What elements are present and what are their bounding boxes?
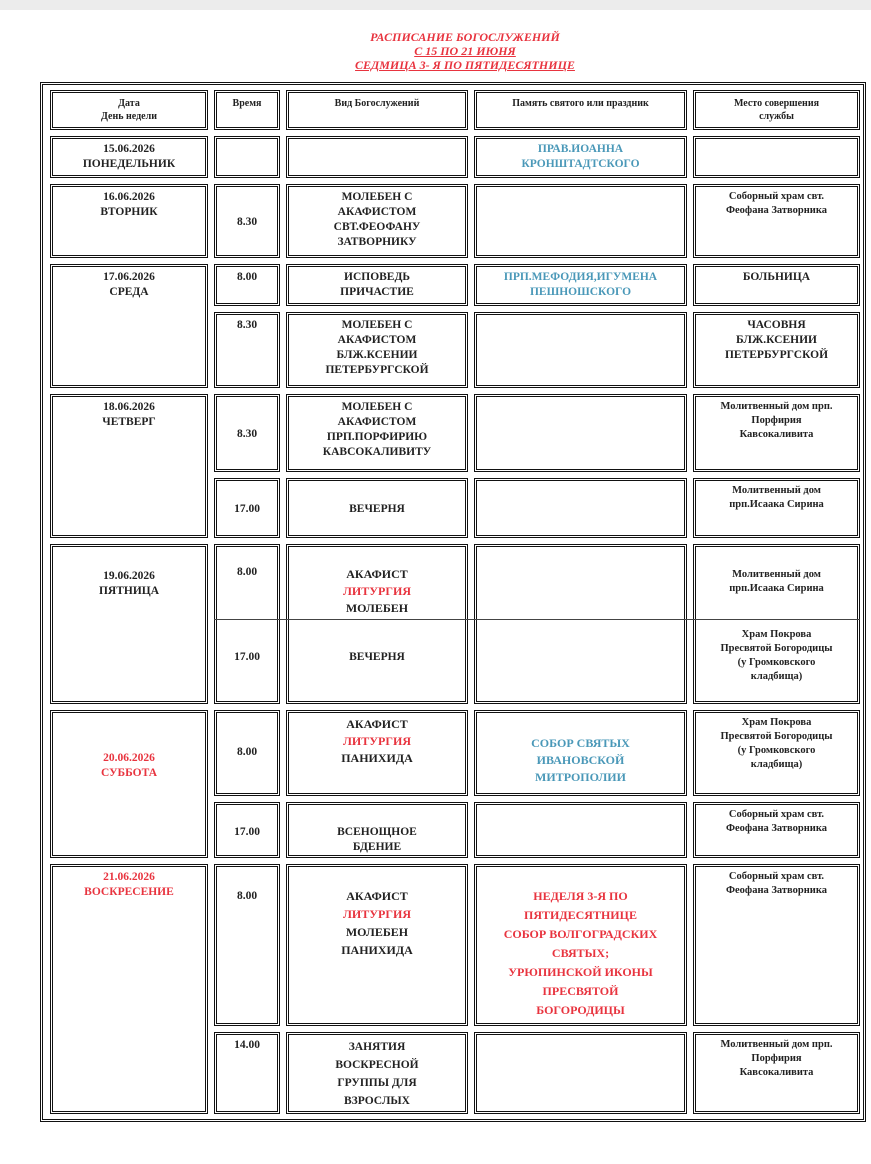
wed-r1-place-text: БОЛЬНИЦА	[742, 271, 811, 283]
tue-time-text: 8.30	[236, 216, 258, 228]
header-date-l1: Дата	[118, 98, 140, 109]
thu-r2-place	[693, 478, 860, 538]
title-line-3: СЕДМИЦА 3- Я ПО ПЯТИДЕСЯТНИЦЕ	[355, 58, 575, 72]
header-place	[693, 90, 860, 130]
sat-r1-service-c: ПАНИХИДА	[341, 751, 413, 765]
tue-service-l4: ЗАТВОРНИКУ	[337, 236, 417, 248]
sat-date	[50, 710, 208, 858]
header-place-l1: Место совершения	[734, 98, 819, 109]
fri-r1-place-l2: прп.Исаака Сирина	[729, 583, 824, 594]
fri-r2-time-text: 17.00	[234, 651, 260, 663]
sat-r2-service-l2: БДЕНИЕ	[352, 841, 402, 853]
mon-time	[214, 136, 280, 178]
tue-service-l2: АКАФИСТОМ	[337, 206, 417, 218]
sat-r2-service-l1: ВСЕНОЩНОЕ	[337, 826, 417, 838]
tue-time	[214, 184, 280, 258]
sun-r2-time-text: 14.00	[234, 1039, 260, 1051]
thu-r2-place-l1: Молитвенный дом	[732, 485, 821, 496]
mon-memory-l1: ПРАВ.ИОАННА	[537, 143, 624, 155]
fri-r1-service-c: МОЛЕБЕН	[345, 601, 409, 615]
sat-r2-place-l2: Феофана Затворника	[726, 823, 827, 834]
sun-r1-service-b: ЛИТУРГИЯ	[342, 907, 412, 921]
fri-row-separator	[214, 619, 860, 620]
tue-place-l2: Феофана Затворника	[726, 205, 827, 216]
title-line-1: РАСПИСАНИЕ БОГОСЛУЖЕНИЙ	[370, 30, 560, 44]
thu-weekday: ЧЕТВЕРГ	[102, 416, 156, 428]
sun-r1-time-text: 8.00	[236, 890, 258, 902]
sat-r2-time-text: 17.00	[234, 826, 260, 838]
title-line-2: С 15 ПО 21 ИЮНЯ	[414, 44, 516, 58]
sat-r1-place-l1: Храм Покрова	[741, 717, 812, 728]
wed-memory	[474, 264, 687, 306]
thu-r1-service-l1: МОЛЕБЕН С	[341, 401, 413, 413]
fri-date-text: 19.06.2026	[103, 570, 155, 582]
wed-r2-place-l2: БЛЖ.КСЕНИИ	[736, 334, 817, 346]
thu-r1-time	[214, 394, 280, 472]
mon-place	[693, 136, 860, 178]
fri-r1-time-text: 8.00	[236, 566, 258, 578]
sun-r1-time	[214, 864, 280, 1026]
sun-r2-service-l4: ВЗРОСЛЫХ	[344, 1095, 410, 1107]
fri-r2-service-text: ВЕЧЕРНЯ	[349, 651, 405, 663]
sun-r2-service-l3: ГРУППЫ ДЛЯ	[337, 1077, 417, 1089]
thu-r2-memory	[474, 478, 687, 538]
thu-r2-service	[286, 478, 468, 538]
sat-memory-l1: СОБОР СВЯТЫХ	[531, 736, 630, 750]
thu-r2-service-text: ВЕЧЕРНЯ	[349, 503, 405, 515]
wed-memory-l2: ПЕШНОШСКОГО	[529, 286, 632, 298]
fri-r1-place	[693, 568, 860, 596]
tue-place-l1: Соборный храм свт.	[728, 191, 825, 202]
sat-weekday: СУББОТА	[100, 766, 158, 779]
sun-memory-l3: СОБОР ВОЛГОГРАДСКИХ	[503, 927, 658, 941]
header-memory-text: Память святого или праздник	[512, 98, 649, 109]
sun-weekday: ВОСКРЕСЕНИЕ	[84, 886, 174, 898]
tue-date-text: 16.06.2026	[103, 191, 155, 203]
fri-r2-place-l2: Пресвятой Богородицы	[720, 643, 833, 654]
wed-r2-service	[286, 312, 468, 388]
wed-r2-place-l1: ЧАСОВНЯ	[747, 319, 806, 331]
wed-r1-place	[693, 264, 860, 306]
sat-r1-time	[214, 710, 280, 796]
sat-r1-place-l3: (у Громковского	[737, 745, 816, 756]
sat-r1-place-l4: кладбища)	[750, 759, 803, 770]
fri-r2-place	[693, 628, 860, 684]
sat-r2-memory	[474, 802, 687, 858]
wed-r2-time	[214, 312, 280, 388]
sun-r2-place-l2: Порфирия	[751, 1053, 802, 1064]
sun-memory-l4: СВЯТЫХ;	[551, 946, 610, 960]
header-time-text: Время	[232, 98, 262, 109]
sat-r2-service	[286, 802, 468, 858]
thu-r1-place-l3: Кавсокаливита	[739, 429, 814, 440]
fri-r2-time	[214, 651, 280, 663]
thu-r1-place	[693, 394, 860, 472]
thu-r1-service	[286, 394, 468, 472]
schedule-title	[300, 30, 630, 72]
thu-date	[50, 394, 208, 538]
sun-r2-place	[693, 1032, 860, 1114]
sun-r2-time	[214, 1032, 280, 1114]
wed-r1-time	[214, 264, 280, 306]
header-service	[286, 90, 468, 130]
sat-memory-l3: МИТРОПОЛИИ	[535, 770, 626, 784]
thu-date-text: 18.06.2026	[103, 401, 155, 413]
sun-r2-place-l1: Молитвенный дом прп.	[720, 1039, 833, 1050]
header-service-text: Вид Богослужений	[334, 98, 420, 109]
sun-memory-l6: ПРЕСВЯТОЙ	[542, 984, 619, 998]
sat-date-text: 20.06.2026	[103, 751, 155, 764]
wed-r2-place-l3: ПЕТЕРБУРГСКОЙ	[724, 349, 829, 361]
mon-date	[50, 136, 208, 178]
sat-r1-service-a: АКАФИСТ	[346, 717, 408, 731]
sun-memory	[474, 864, 687, 1026]
mon-service	[286, 136, 468, 178]
sun-r1-place-l2: Феофана Затворника	[726, 885, 827, 896]
fri-r1-time	[214, 566, 280, 578]
wed-r2-memory	[474, 312, 687, 388]
tue-service-l3: СВТ.ФЕОФАНУ	[333, 221, 421, 233]
sun-r2-service-l1: ЗАНЯТИЯ	[348, 1041, 406, 1053]
wed-date	[50, 264, 208, 388]
sat-memory	[474, 710, 687, 796]
sat-r2-place	[693, 802, 860, 858]
fri-r2-place-l4: кладбища)	[750, 671, 803, 682]
thu-r2-place-l2: прп.Исаака Сирина	[729, 499, 824, 510]
tue-service-l1: МОЛЕБЕН С	[341, 191, 413, 203]
sun-r2-service	[286, 1032, 468, 1114]
tue-service	[286, 184, 468, 258]
header-memory	[474, 90, 687, 130]
thu-r1-memory	[474, 394, 687, 472]
wed-r2-time-text: 8.30	[236, 319, 258, 331]
sat-r1-time-text: 8.00	[236, 746, 258, 758]
thu-r1-service-l4: КАВСОКАЛИВИТУ	[322, 446, 432, 458]
sun-memory-l5: УРЮПИНСКОЙ ИКОНЫ	[508, 965, 653, 979]
thu-r1-place-l1: Молитвенный дом прп.	[720, 401, 833, 412]
fri-r1-service	[286, 566, 468, 617]
thu-r1-service-l3: ПРП.ПОРФИРИЮ	[326, 431, 428, 443]
sun-date	[50, 864, 208, 1114]
wed-weekday: СРЕДА	[109, 286, 149, 298]
wed-r2-service-l1: МОЛЕБЕН С	[341, 319, 413, 331]
wed-r1-service-l2: ПРИЧАСТИЕ	[340, 286, 414, 298]
fri-r2-place-l3: (у Громковского	[737, 657, 816, 668]
sun-r1-service	[286, 864, 468, 1026]
sun-r1-service-c: МОЛЕБЕН	[345, 925, 409, 939]
tue-weekday: ВТОРНИК	[100, 206, 158, 218]
tue-memory	[474, 184, 687, 258]
wed-r1-time-text: 8.00	[236, 271, 258, 283]
wed-r1-service	[286, 264, 468, 306]
header-date-l2: День недели	[101, 111, 157, 122]
header-time	[214, 90, 280, 130]
fri-r2-service	[286, 651, 468, 663]
wed-r2-service-l2: АКАФИСТОМ	[337, 334, 417, 346]
sun-date-text: 21.06.2026	[103, 871, 155, 883]
top-bar	[0, 0, 871, 10]
sat-r1-place-l2: Пресвятой Богородицы	[720, 731, 833, 742]
sun-memory-l2: ПЯТИДЕСЯТНИЦЕ	[524, 908, 637, 922]
thu-r1-place-l2: Порфирия	[751, 415, 802, 426]
wed-r2-place	[693, 312, 860, 388]
sun-r2-service-l2: ВОСКРЕСНОЙ	[335, 1059, 419, 1071]
wed-r2-service-l4: ПЕТЕРБУРГСКОЙ	[325, 364, 429, 376]
sun-r1-place	[693, 864, 860, 1026]
wed-date-text: 17.06.2026	[103, 271, 155, 283]
fri-r1-place-l1: Молитвенный дом	[732, 569, 821, 580]
tue-place	[693, 184, 860, 258]
sun-memory-l7: БОГОРОДИЦЫ	[536, 1003, 625, 1017]
sat-memory-l2: ИВАНОВСКОЙ	[536, 753, 625, 767]
sat-r1-place	[693, 710, 860, 796]
sun-r1-service-a: АКАФИСТ	[346, 889, 408, 903]
sat-r1-service-b: ЛИТУРГИЯ	[342, 734, 412, 748]
fri-weekday: ПЯТНИЦА	[98, 585, 160, 597]
thu-r2-time-text: 17.00	[234, 503, 260, 515]
sun-r2-memory	[474, 1032, 687, 1114]
sun-memory-l1: НЕДЕЛЯ 3-Я ПО	[533, 889, 628, 903]
sun-r1-place-l1: Соборный храм свт.	[728, 871, 825, 882]
header-date	[50, 90, 208, 130]
sun-r2-place-l3: Кавсокаливита	[739, 1067, 814, 1078]
thu-r1-service-l2: АКАФИСТОМ	[337, 416, 417, 428]
thu-r1-time-text: 8.30	[236, 428, 258, 440]
fri-date	[50, 544, 208, 704]
mon-memory-l2: КРОНШТАДТСКОГО	[521, 158, 640, 170]
wed-memory-l1: ПРП.МЕФОДИЯ,ИГУМЕНА	[503, 271, 658, 283]
sat-r2-place-l1: Соборный храм свт.	[728, 809, 825, 820]
sat-r1-service	[286, 710, 468, 796]
fri-memory-col	[474, 544, 687, 704]
wed-r1-service-l1: ИСПОВЕДЬ	[344, 271, 410, 283]
fri-r2-place-l1: Храм Покрова	[741, 629, 812, 640]
mon-date-text: 15.06.2026	[103, 143, 155, 155]
header-place-l2: службы	[759, 111, 794, 122]
fri-r1-service-b: ЛИТУРГИЯ	[342, 584, 412, 598]
mon-weekday: ПОНЕДЕЛЬНИК	[82, 158, 176, 170]
thu-r2-time	[214, 478, 280, 538]
tue-date	[50, 184, 208, 258]
mon-memory	[474, 136, 687, 178]
fri-r1-service-a: АКАФИСТ	[346, 567, 408, 581]
wed-r2-service-l3: БЛЖ.КСЕНИИ	[336, 349, 418, 361]
sat-r2-time	[214, 802, 280, 858]
sun-r1-service-d: ПАНИХИДА	[341, 943, 413, 957]
